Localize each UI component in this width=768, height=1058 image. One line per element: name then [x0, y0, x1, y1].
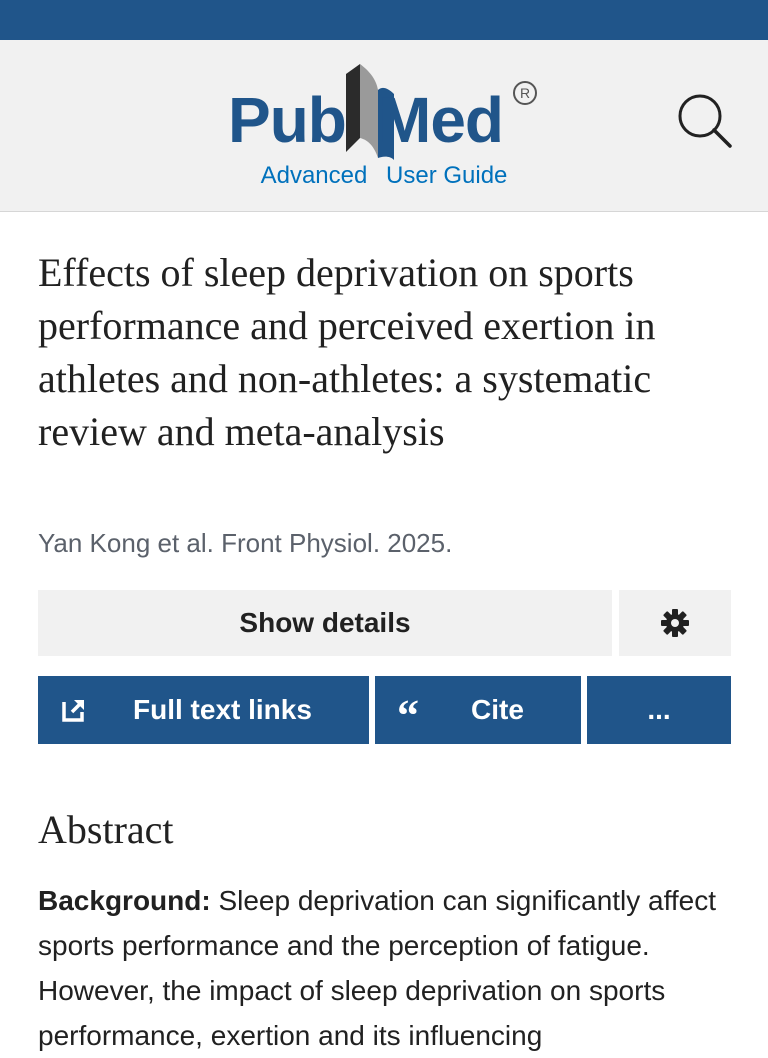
cite-label: Cite: [471, 694, 524, 725]
abstract-background-label: Background:: [38, 885, 211, 916]
show-details-button[interactable]: Show details: [38, 590, 612, 656]
full-text-links-button[interactable]: [38, 676, 369, 744]
abstract-heading: Abstract: [38, 807, 174, 852]
gear-icon: [659, 607, 691, 639]
external-link-icon: [60, 696, 88, 724]
registered-icon: [512, 80, 538, 106]
user-guide-link[interactable]: User Guide: [386, 162, 508, 189]
logo-pub-text[interactable]: Pub: [228, 84, 346, 156]
search-icon[interactable]: [674, 90, 734, 150]
abstract-text: [38, 878, 738, 1058]
logo-med-text[interactable]: Med: [378, 84, 503, 156]
article-byline[interactable]: Yan Kong et al. Front Physiol. 2025.: [38, 528, 453, 558]
settings-button[interactable]: [619, 590, 731, 656]
abstract-background-body: Sleep deprivation can significantly affect sports performance and the perception of fatigue. However, the impact of sleep deprivation on sports performance, exertion and its influencing: [38, 885, 717, 1051]
quote-icon: “: [397, 691, 419, 740]
cite-button[interactable]: [375, 676, 581, 744]
svg-text:R: R: [519, 85, 531, 101]
top-strip: [0, 0, 768, 40]
advanced-link[interactable]: Advanced: [260, 162, 368, 189]
more-actions-button[interactable]: ...: [587, 676, 731, 744]
full-text-label: Full text links: [133, 694, 312, 725]
article-title: Effects of sleep deprivation on sports performance and perceived exertion in athletes and non-athletes: a systematic review and meta-analysis: [38, 250, 656, 454]
header-links: [0, 162, 768, 190]
